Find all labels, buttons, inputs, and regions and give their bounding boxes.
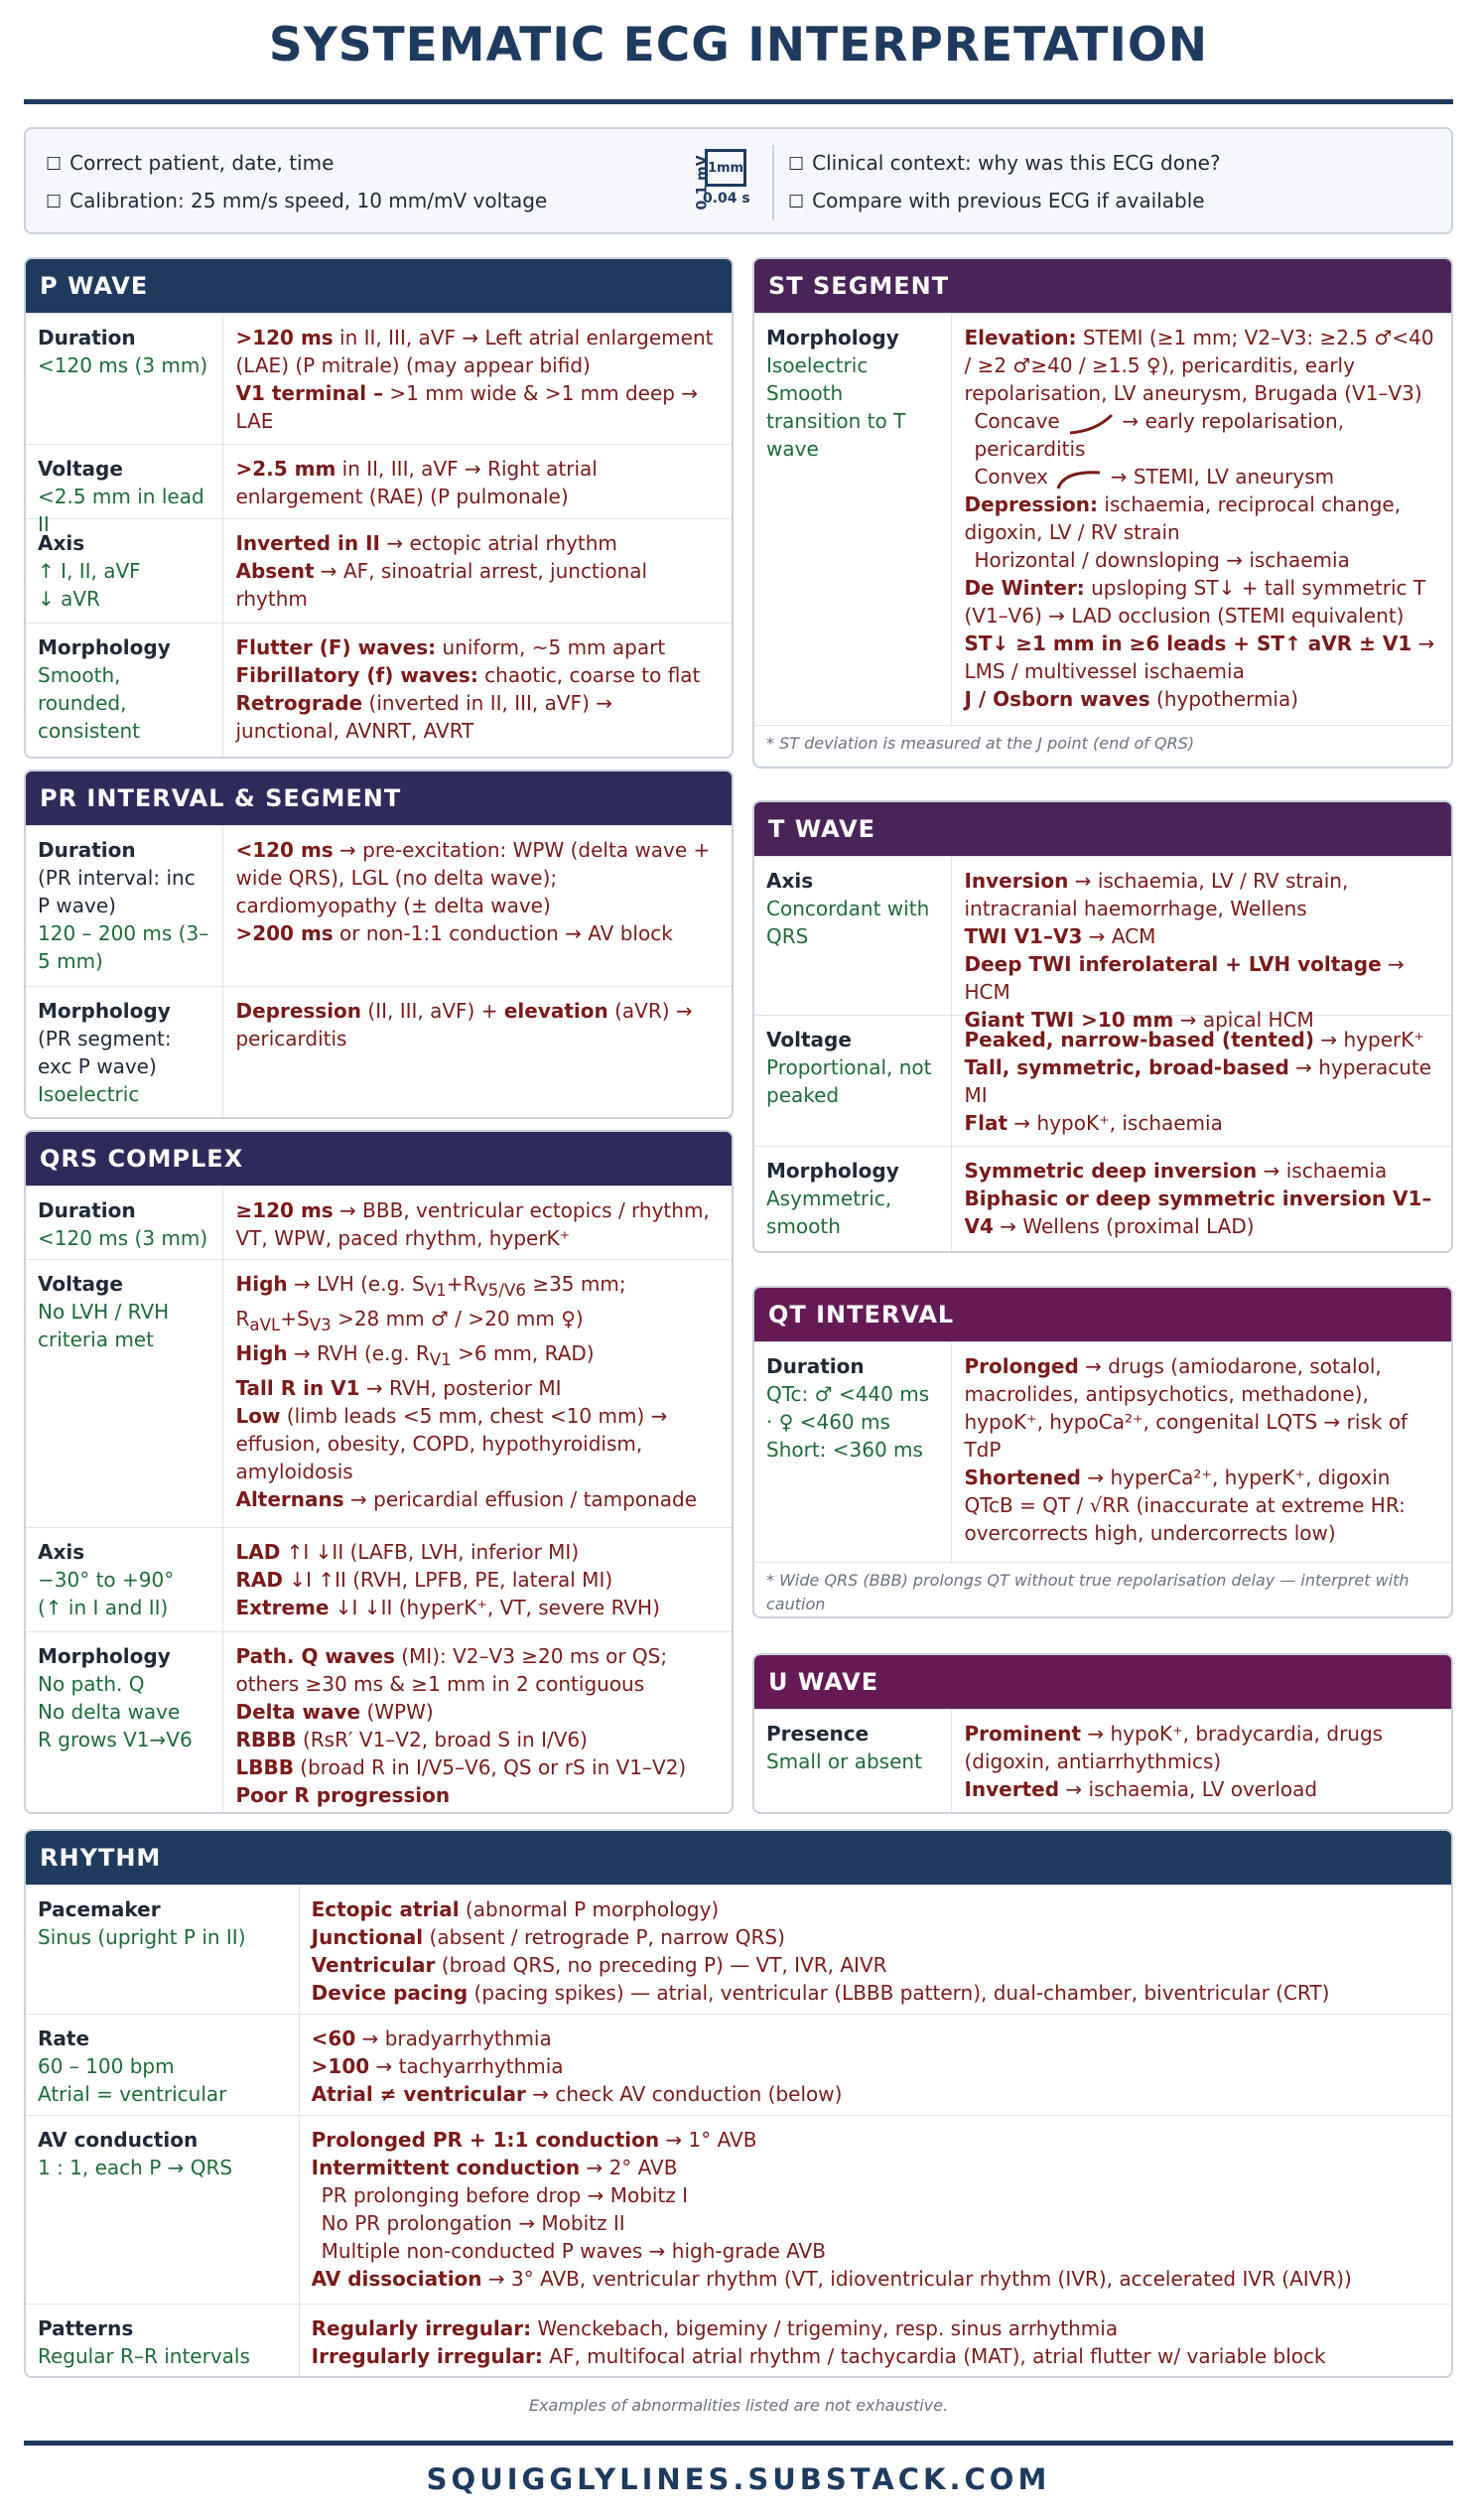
footnote: Examples of abnormalities listed are not exhaustive. — [528, 2396, 949, 2415]
title-rule — [24, 99, 1453, 104]
p-wave-section — [24, 257, 734, 759]
calibration-diagram — [677, 147, 756, 216]
calibration-box: 1mm — [705, 149, 746, 187]
checklist-item[interactable]: ☐ Correct patient, date, time — [46, 151, 335, 175]
u-wave-section — [752, 1653, 1453, 1814]
checkbox-icon[interactable]: ☐ — [788, 154, 805, 175]
section-header: QRS COMPLEX — [26, 1132, 732, 1186]
section-header: ST SEGMENT — [754, 259, 1451, 313]
qt-interval-section — [752, 1286, 1453, 1618]
table-row: Voltage No LVH / RVH criteria met High → LVH (e.g. $S_{V1}+R_{V5/V6} \ge 35$ mm; $R_{aVL}+S_{V3} >28$ mm ♂ / >20 mm ♀) High → RVH (e.g. $R_{V1} >6$ mm, RAD) Tall R in V1 → RVH, posterior MI Low (limb leads <5 mm, chest <10 mm) → effusion, obesity, COPD, hypothyroidism, amyloidosis Alternans → pericardial effusion / tamponade — [26, 1259, 732, 1527]
table-row: Morphology Smooth, rounded, consistent Flutter (F) waves: uniform, ~5 mm apart Fibrillatory (f) waves: chaotic, coarse to flat Retrograde (inverted in II, III, aVF) → junctional, AVNRT, AVRT — [26, 623, 732, 759]
calibration-time: 0.04 s — [703, 191, 750, 207]
table-row: Pacemaker Sinus (upright P in II) Ectopic atrial (abnormal P morphology) Junctional (absent / retrograde P, narrow QRS) Ventricular (broad QRS, no preceding P) — VT, IVR, AIVR Device pacing (pacing spikes) — atrial, ventricular (LBBB pattern), dual-chamber, biventricular (CRT) — [26, 1885, 1451, 2014]
checkbox-icon[interactable]: ☐ — [46, 154, 63, 175]
calibration-voltage: 0.1 mV — [694, 155, 711, 210]
checkbox-icon[interactable]: ☐ — [788, 192, 805, 212]
table-row: AV conduction 1 : 1, each P → QRS Prolonged PR + 1:1 conduction → 1° AVB Intermittent conduction → 2° AVB PR prolonging before drop → Mobitz I No PR prolongation → Mobitz II Multiple non-conducted P waves → high-grade AVB AV dissociation → 3° AVB, ventricular rhythm (VT, idioventricular rhythm (IVR), accelerated IVR (AIVR)) — [26, 2115, 1451, 2304]
section-header: U WAVE — [754, 1655, 1451, 1709]
table-row: Presence Small or absent Prominent → hypoK⁺, bradycardia, drugs (digoxin, antiarrhythmics) Inverted → ischaemia, LV overload — [754, 1709, 1451, 1812]
section-header: T WAVE — [754, 802, 1451, 856]
checklist-item[interactable]: ☐ Calibration: 25 mm/s speed, 10 mm/mV voltage — [46, 189, 548, 212]
st-segment-section — [752, 257, 1453, 769]
pr-interval-section — [24, 770, 734, 1119]
section-header: P WAVE — [26, 259, 732, 313]
table-row: Duration <120 ms (3 mm) >120 ms in II, III, aVF → Left atrial enlargement (LAE) (P mitrale) (may appear bifid) V1 terminal – >1 mm wide & >1 mm deep → LAE — [26, 313, 732, 444]
checklist-bar — [24, 127, 1453, 234]
table-row: Morphology (PR segment: exc P wave) Isoelectric Depression (II, III, aVF) + elevation (aVR) → pericarditis — [26, 986, 732, 1117]
table-row: Morphology Asymmetric, smooth Symmetric deep inversion → ischaemia Biphasic or deep symmetric inversion V1–V4 → Wellens (proximal LAD) — [754, 1146, 1451, 1251]
qt-note: * Wide QRS (BBB) prolongs QT without true repolarisation delay — interpret with caution — [754, 1562, 1451, 1618]
section-header: QT INTERVAL — [754, 1288, 1451, 1341]
table-row: Voltage Proportional, not peaked Peaked, narrow-based (tented) → hyperK⁺ Tall, symmetric, broad-based → hyperacute MI Flat → hypoK⁺, ischaemia — [754, 1015, 1451, 1146]
table-row: Morphology No path. Q No delta wave R grows V1→V6 Path. Q waves (MI): V2–V3 ≥20 ms or QS; others ≥30 ms & ≥1 mm in 2 contiguous Delta wave (WPW) RBBB (RsR′ V1–V2, broad S in I/V6) LBBB (broad R in I/V5–V6, QS or rS in V1–V2) Poor R progression — [26, 1631, 732, 1812]
table-row: Axis ↑ I, II, aVF ↓ aVR Inverted in II → ectopic atrial rhythm Absent → AF, sinoatrial arrest, junctional rhythm — [26, 518, 732, 623]
section-header: RHYTHM — [26, 1831, 1451, 1885]
checklist-item[interactable]: ☐ Compare with previous ECG if available — [788, 189, 1205, 212]
st-note: * ST deviation is measured at the J point (end of QRS) — [754, 725, 1451, 766]
table-row: Patterns Regular R–R intervals Regularly irregular: Wenckebach, bigeminy / trigeminy, resp. sinus arrhythmia Irregularly irregular: AF, multifocal atrial rhythm / tachycardia (MAT), atrial flutter w/ variable block — [26, 2304, 1451, 2376]
qrs-section — [24, 1130, 734, 1814]
convex-curve-icon — [1054, 467, 1104, 490]
checklist-item[interactable]: ☐ Clinical context: why was this ECG done? — [788, 151, 1221, 175]
site-url[interactable]: SQUIGGLYLINES.SUBSTACK.COM — [426, 2462, 1051, 2496]
section-header: PR INTERVAL & SEGMENT — [26, 771, 732, 825]
table-row: Voltage <2.5 mm in lead II >2.5 mm in II, III, aVF → Right atrial enlargement (RAE) (P pulmonale) — [26, 444, 732, 518]
table-row: Duration QTc: ♂ <440 ms · ♀ <460 ms Short: <360 ms Prolonged → drugs (amiodarone, sotalol, macrolides, antipsychotics, methadone), hypoK⁺, hypoCa²⁺, congenital LQTS → risk of TdP Shortened → hyperCa²⁺, hyperK⁺, digoxin QTcB = QT / √RR (inaccurate at extreme HR: overcorrects high, undercorrects low) — [754, 1341, 1451, 1562]
t-wave-section — [752, 800, 1453, 1253]
table-row: Rate 60 – 100 bpm Atrial = ventricular <60 → bradyarrhythmia >100 → tachyarrhythmia Atrial ≠ ventricular → check AV conduction (below) — [26, 2014, 1451, 2115]
table-row: Duration <120 ms (3 mm) ≥120 ms → BBB, ventricular ectopics / rhythm, VT, WPW, paced rhythm, hyperK⁺ — [26, 1186, 732, 1259]
rhythm-section — [24, 1829, 1453, 2378]
table-row: Axis Concordant with QRS Inversion → ischaemia, LV / RV strain, intracranial haemorrhage, Wellens TWI V1–V3 → ACM Deep TWI inferolateral + LVH voltage → HCM Giant TWI >10 mm → apical HCM — [754, 856, 1451, 1015]
table-row: Duration (PR interval: inc P wave) 120 – 200 ms (3–5 mm) <120 ms → pre-excitation: WPW (delta wave + wide QRS), LGL (no delta wave); cardiomyopathy (± delta wave) >200 ms or non-1:1 conduction → AV block — [26, 825, 732, 986]
footer-rule — [24, 2441, 1453, 2446]
page-title: SYSTEMATIC ECG INTERPRETATION — [268, 18, 1209, 72]
concave-curve-icon — [1066, 411, 1116, 435]
table-row: Axis −30° to +90° (↑ in I and II) LAD ↑I ↓II (LAFB, LVH, inferior MI) RAD ↓I ↑II (RVH, LPFB, PE, lateral MI) Extreme ↓I ↓II (hyperK⁺, VT, severe RVH) — [26, 1527, 732, 1631]
table-row: Morphology Isoelectric Smooth transition to T wave Elevation: STEMI (≥1 mm; V2–V3: ≥2.5 ♂<40 / ≥2 ♂≥40 / ≥1.5 ♀), pericarditis, early repolarisation, LV aneurysm, Brugada (V1–V3) Concave → early repolarisation, pericarditis Convex → STEMI, LV aneurysm Depression: ischaemia, reciprocal change, digoxin, LV / RV strain Horizontal / downsloping → ischaemia De Winter: upsloping ST↓ + tall symmetric T (V1–V6) → LAD occlusion (STEMI equivalent) ST↓ ≥1 mm in ≥6 leads + ST↑ aVR ± V1 → LMS / multivessel ischaemia J / Osborn waves (hypothermia) — [754, 313, 1451, 725]
checkbox-icon[interactable]: ☐ — [46, 192, 63, 212]
checklist-divider — [772, 145, 774, 220]
